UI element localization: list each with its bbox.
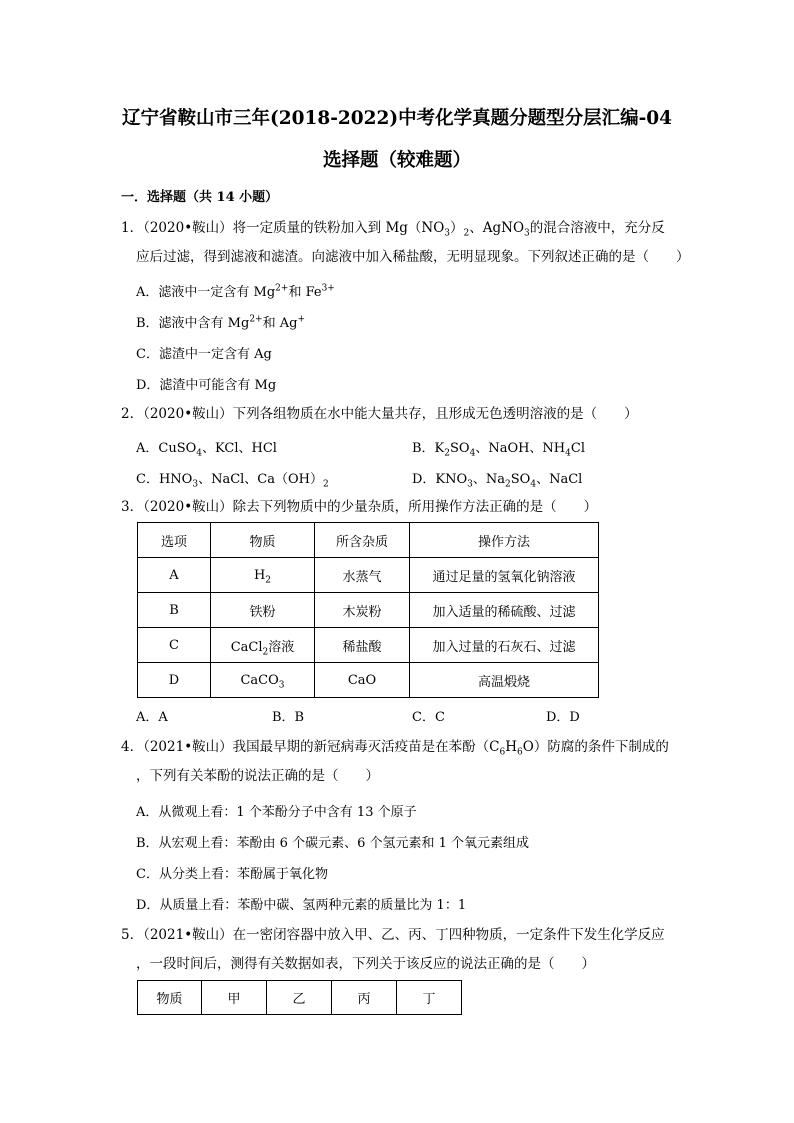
question-3-answer-c: C．C xyxy=(412,710,445,725)
table-header-cell: 丙 xyxy=(332,981,397,1015)
table-cell-option: C xyxy=(138,628,211,663)
question-3-answer-b: B．B xyxy=(272,710,305,725)
question-4-line1: 4．（2021•鞍山）我国最早期的新冠病毒灭活疫苗是在苯酚$(C_6H_6O)$防腐的条件下制成的 xyxy=(121,739,669,758)
table-header-cell: 物质 xyxy=(211,523,315,558)
question-3-answer-d: D．D xyxy=(546,710,580,725)
section-heading: 一．选择题（共 14 小题） xyxy=(121,190,279,205)
question-3-stem: 3．（2020•鞍山）除去下列物质中的少量杂质，所用操作方法正确的是（ ） xyxy=(121,499,598,515)
document-title-line1: 辽宁省鞍山市三年(2018-2022)中考化学真题分题型分层汇编-04 xyxy=(121,108,673,129)
table-header-cell: 选项 xyxy=(138,523,211,558)
table-cell-option: B xyxy=(138,593,211,628)
table-cell-impurity: 木炭粉 xyxy=(315,593,410,628)
table-header-row xyxy=(138,523,599,558)
question-4-line2: ，下列有关苯酚的说法正确的是（ ） xyxy=(136,768,379,784)
table-cell-substance: $H_2$ xyxy=(211,558,315,593)
table-cell-method: 加入适量的稀硫酸、过滤 xyxy=(410,593,599,628)
question-4-option-c: C．从分类上看：苯酚属于氧化物 xyxy=(136,867,328,882)
question-1-line1: 1．（2020•鞍山）将一定质量的铁粉加入到 $Mg(NO_3)_2$、AgNO$_3$的混合溶液中，充分反 xyxy=(121,220,665,239)
question-1-option-b: B．滤液中含有 $Mg^{2+}$和 Ag+ xyxy=(136,314,305,331)
question-1-option-d: D．滤渣中可能含有 Mg xyxy=(136,378,277,393)
question-1-line2: 应后过滤，得到滤液和滤渣。向滤液中加入稀盐酸，无明显现象。下列叙述正确的是（ ） xyxy=(136,249,690,265)
table-cell-substance: 铁粉 xyxy=(211,593,315,628)
table-cell-method: 通过足量的氢氧化钠溶液 xyxy=(410,558,599,593)
question-2-option-a: A．CuSO$_4$、KCl、HCl xyxy=(136,441,277,459)
table-cell-option: D xyxy=(138,663,211,698)
question-4-option-b: B．从宏观上看：苯酚由 6 个碳元素、6 个氢元素和 1 个氧元素组成 xyxy=(136,836,530,851)
question-5-line2: ，一段时间后，测得有关数据如表，下列关于该反应的说法正确的是（ ） xyxy=(136,956,595,972)
table-header-cell: 操作方法 xyxy=(410,523,599,558)
table-cell-substance: CaCl$_2$溶液 xyxy=(211,628,315,663)
question-3-table xyxy=(137,522,599,698)
table-cell-method: 高温煅烧 xyxy=(410,663,599,698)
table-header-cell: 甲 xyxy=(202,981,267,1015)
table-header-row xyxy=(138,981,462,1015)
table-header-cell: 所含杂质 xyxy=(315,523,410,558)
question-3-answer-a: A．A xyxy=(136,710,168,725)
table-cell-impurity: 稀盐酸 xyxy=(315,628,410,663)
question-5-line1: 5．（2021•鞍山）在一密闭容器中放入甲、乙、丙、丁四种物质，一定条件下发生化学反应 xyxy=(121,927,665,943)
table-row xyxy=(138,558,599,593)
table-cell-method: 加入过量的石灰石、过滤 xyxy=(410,628,599,663)
question-2-stem: 2．（2020•鞍山）下列各组物质在水中能大量共存，且形成无色透明溶液的是（ ） xyxy=(121,406,638,422)
question-1-option-a: A．滤液中一定含有 $Mg^{2+}$和 $Fe^{3+}$ xyxy=(136,283,335,300)
table-cell-substance: CaCO$_3$ xyxy=(211,663,315,698)
table-header-cell: 丁 xyxy=(397,981,462,1015)
table-cell-option: A xyxy=(138,558,211,593)
question-2-option-b: B．$K_2SO_4$、NaOH、$NH_4Cl$ xyxy=(412,441,585,459)
table-header-cell: 物质 xyxy=(138,981,202,1015)
table-cell-impurity: 水蒸气 xyxy=(315,558,410,593)
table-row xyxy=(138,628,599,663)
document-title-line2: 选择题（较难题） xyxy=(322,150,471,171)
table-row xyxy=(138,593,599,628)
table-row xyxy=(138,663,599,698)
question-1-option-c: C．滤渣中一定含有 Ag xyxy=(136,347,272,362)
question-2-option-c: C．$HNO_3$、NaCl、$Ca(OH)_2$ xyxy=(136,472,329,490)
question-4-option-d: D．从质量上看：苯酚中碳、氢两种元素的质量比为 1：1 xyxy=(136,898,467,913)
question-4-option-a: A．从微观上看：1 个苯酚分子中含有 13 个原子 xyxy=(136,805,417,820)
question-5-table xyxy=(137,980,462,1015)
table-cell-impurity: CaO xyxy=(315,663,410,698)
question-2-option-d: D．$KNO_3$、$Na_2SO_4$、NaCl xyxy=(412,472,583,490)
table-header-cell: 乙 xyxy=(267,981,332,1015)
